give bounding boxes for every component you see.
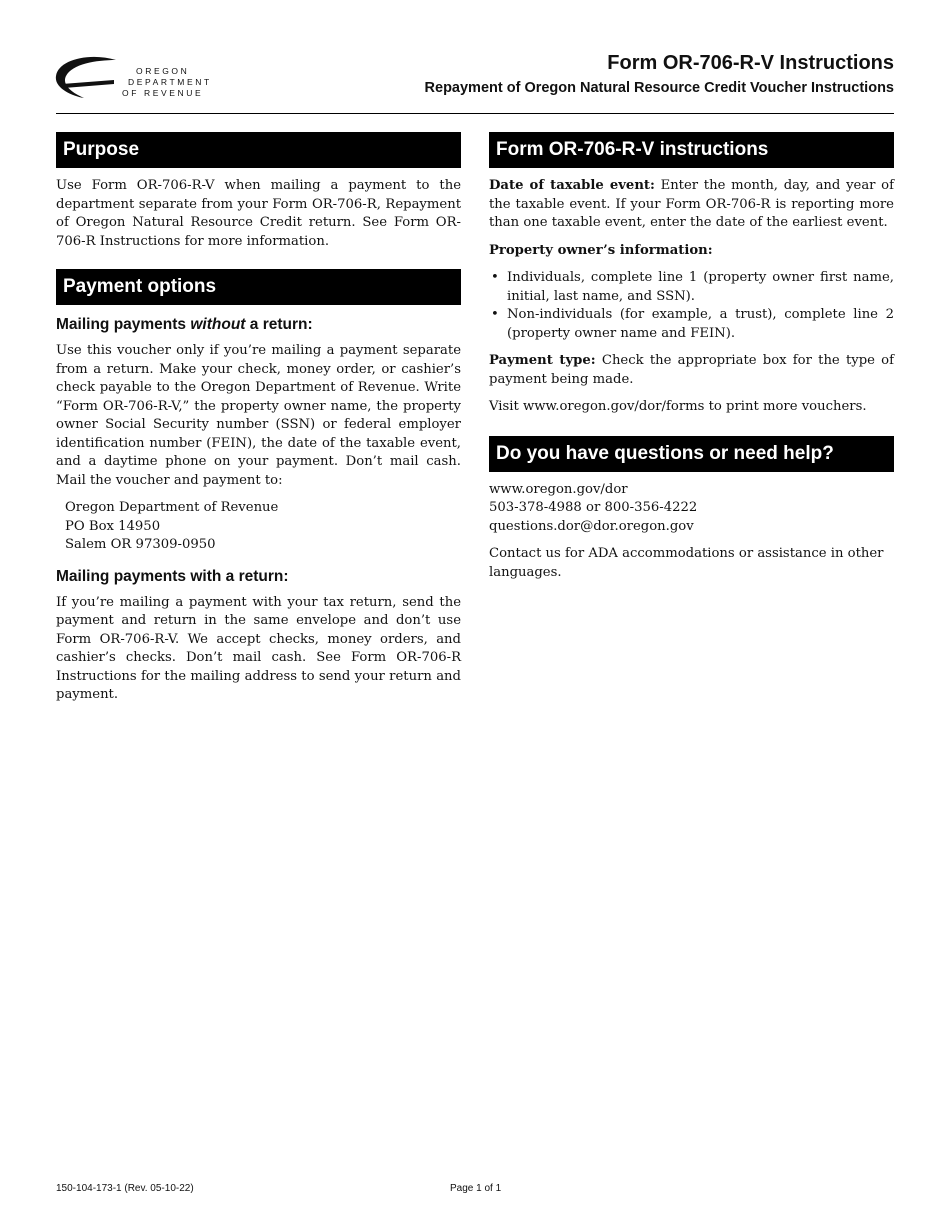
logo-text xyxy=(122,66,212,99)
instructions-heading: Form OR-706-R-V instructions xyxy=(489,132,894,168)
date-text: Enter the month, day, and year of the taxable event. If your Form OR-706-R is reporting more than one taxable event, enter the date of the earliest event. xyxy=(489,178,894,230)
ada-text: Contact us for ADA accommodations or assistance in other languages. xyxy=(489,546,884,580)
contact-info xyxy=(489,481,894,537)
form-number: 150-104-173-1 (Rev. 05-10-22) xyxy=(56,1183,194,1194)
payment-type-text: Check the appropriate box for the type of payment being made. xyxy=(489,353,894,387)
subhead-emphasis: without xyxy=(190,316,246,333)
logo-line-2: DEPARTMENT xyxy=(128,77,212,87)
contact-email: questions.dor@dor.oregon.gov xyxy=(489,518,694,534)
page-title: Form OR-706-R-V Instructions xyxy=(607,52,894,74)
address-line: Salem OR 97309-0950 xyxy=(65,537,216,552)
page-number: Page 1 of 1 xyxy=(450,1183,502,1194)
right-column xyxy=(489,132,894,582)
date-label: Date of taxable event: xyxy=(489,178,655,193)
purpose-body: Use Form OR-706-R-V when mailing a payment to the department separate from your Form OR-706-R, Repayment of Oregon Natural Resource Credit return. See Form OR-706-R Instructions for more information. xyxy=(56,178,461,249)
contact-phone: 503-378-4988 or 800-356-4222 xyxy=(489,500,698,515)
mailing-without-return-subhead xyxy=(56,316,461,334)
oregon-dor-swoosh-icon xyxy=(54,54,124,104)
logo-line-3: OF REVENUE xyxy=(122,88,204,98)
list-item-text: Individuals, complete line 1 (property owner first name, initial, last name, and SSN). xyxy=(507,270,894,304)
list-item xyxy=(489,306,894,343)
payment-options-heading: Payment options xyxy=(56,269,461,305)
logo-line-1: OREGON xyxy=(136,66,190,76)
bullet-icon: • xyxy=(491,270,499,285)
property-owner-list xyxy=(489,269,894,343)
mailing-with-return-body: If you’re mailing a payment with your tax return, send the payment and return in the same envelope and don’t use Form OR-706-R-V. We accept checks, money orders, and cashier’s checks. Don’t mail cash. See Form OR-706-R Instructions for the mailing address to send your return and payment. xyxy=(56,594,461,702)
left-column xyxy=(56,132,461,705)
purpose-heading: Purpose xyxy=(56,132,461,168)
page-subtitle: Repayment of Oregon Natural Resource Credit Voucher Instructions xyxy=(424,80,894,96)
visit-text: Visit www.oregon.gov/dor/forms to print more vouchers. xyxy=(489,399,867,414)
mailing-with-return-subhead: Mailing payments with a return: xyxy=(56,567,289,585)
property-owner-label: Property owner’s information: xyxy=(489,242,713,258)
mailing-address xyxy=(56,499,461,555)
help-heading: Do you have questions or need help? xyxy=(489,436,894,472)
header-divider xyxy=(56,113,894,114)
subhead-part: a return: xyxy=(245,316,313,333)
payment-type-label: Payment type: xyxy=(489,353,596,368)
payment-type xyxy=(489,352,894,389)
mailing-without-return-body: Use this voucher only if you’re mailing a payment separate from a return. Make your check, money order, or cashier’s check payable to the Oregon Department of Revenue. Write “Form OR-706-R-V,” the property owner name, the property owner Social Security number (SSN) or federal employer identification number (FEIN), the date of the taxable event, and a daytime phone on your payment. Don’t mail cash. Mail the voucher and payment to: xyxy=(56,343,461,488)
oregon-dor-logo xyxy=(54,54,212,104)
date-of-taxable-event xyxy=(489,177,894,233)
list-item-text: Non-individuals (for example, a trust), complete line 2 (property owner name and FEIN). xyxy=(507,307,894,341)
address-line: Oregon Department of Revenue xyxy=(65,500,279,515)
contact-website: www.oregon.gov/dor xyxy=(489,481,628,497)
list-item xyxy=(489,269,894,306)
bullet-icon: • xyxy=(491,307,499,322)
address-line: PO Box 14950 xyxy=(65,518,161,534)
subhead-part: Mailing payments xyxy=(56,316,191,333)
